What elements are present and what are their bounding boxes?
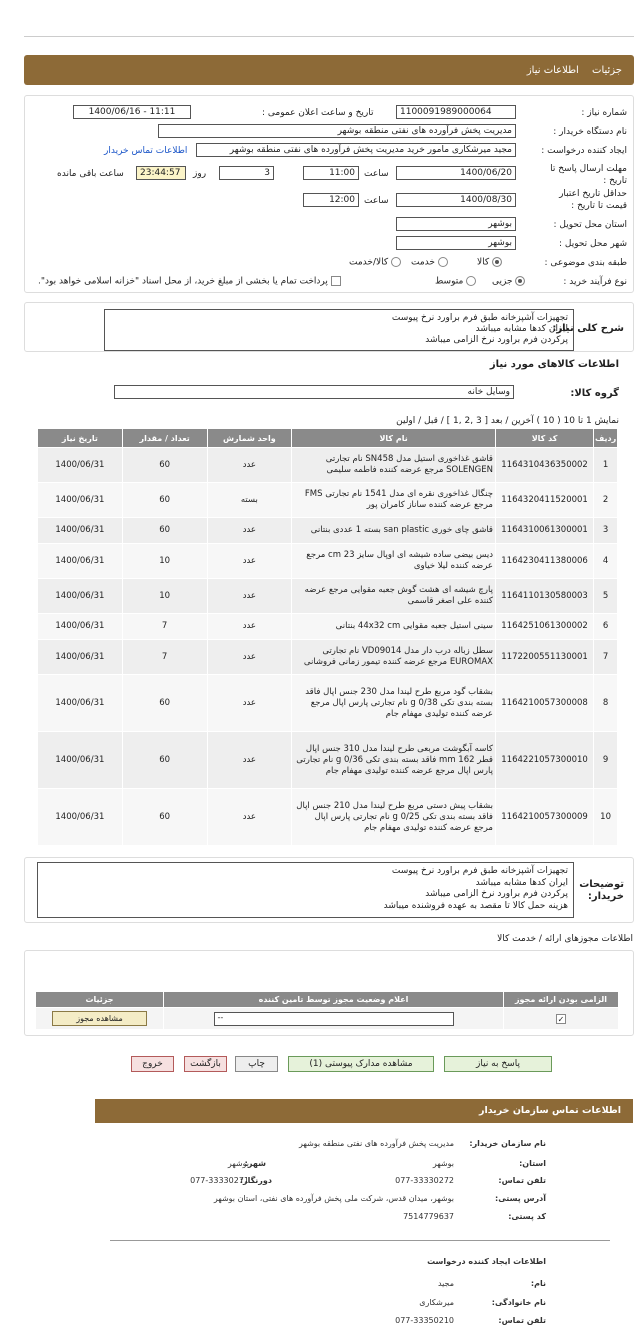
cell-row-no: 8 [594,675,618,732]
contact-divider [110,1240,610,1241]
cell-qty: 60 [122,518,207,544]
category-label: طبقه بندی موضوعی : [544,258,627,268]
category-both-text: کالا/خدمت [349,257,389,268]
creator-name-label: نام: [530,1279,546,1288]
summary-box [104,309,574,351]
radio-both[interactable] [391,257,401,267]
postal-label: کد پستی: [508,1212,546,1221]
col-qty: تعداد / مقدار [122,429,207,448]
days-label: روز [193,169,207,179]
remaining-time-field: 23:44:57 [136,166,186,180]
cell-row-no: 3 [594,518,618,544]
cell-code: 1172200551130001 [495,640,593,675]
back-button[interactable]: بازگشت [184,1056,227,1072]
creator-family-value: میرشکاری [419,1298,454,1307]
validity-date-field: 1400/08/30 [396,193,516,207]
cell-qty: 10 [122,544,207,579]
cell-row-no: 5 [594,579,618,614]
goods-table-header [38,429,618,448]
pagination[interactable]: نمایش 1 تا 10 ( 10 ) آخرین / بعد [ 3 ,2 ,1 ] / قبل / اولین [396,416,619,426]
details-header-bar [24,55,634,85]
permit-col-details: جزئیات [36,992,164,1008]
cell-qty: 7 [122,640,207,675]
creator-field: مجید میرشکاری مامور خرید مدیریت پخش فرآورده های نفتی منطقه بوشهر [196,143,516,157]
buyer-contact-link[interactable]: اطلاعات تماس خریدار [104,146,188,156]
cell-row-no: 6 [594,614,618,640]
tab-details[interactable]: جزئیات [592,65,622,76]
process-medium-text: متوسط [435,276,464,287]
city-field: بوشهر [396,236,516,250]
cell-date: 1400/06/31 [38,579,123,614]
cell-date: 1400/06/31 [38,448,123,483]
cell-unit: عدد [207,448,292,483]
deadline-label: مهلت ارسال پاسخ تا تاریخ : [550,164,627,186]
creator-family-label: نام خانوادگی: [491,1298,546,1307]
phone-label: تلفن تماس: [498,1176,546,1185]
cell-date: 1400/06/31 [38,614,123,640]
table-row [38,732,618,789]
cell-unit: عدد [207,518,292,544]
summary-line: تجهیزات آشپزخانه طبق فرم براورد نرخ پیوست [391,313,568,323]
validity-time-label: ساعت [364,196,389,206]
cell-name: سطل زباله درب دار مدل VD09014 نام تجارتی EUROMAX مرجع عرضه کننده تیمور زمانی فروشانی [292,640,496,675]
creator-info-title: اطلاعات ایجاد کننده درخواست [427,1257,546,1266]
cell-date: 1400/06/31 [38,732,123,789]
buyer-note-line: پرکردن فرم براورد نرخ الزامی میباشد [425,889,568,899]
buyer-note-line: تجهیزات آشپزخانه طبق فرم براورد نرخ پیوست [391,866,568,876]
category-service-option[interactable] [411,257,448,268]
col-row: ردیف [594,429,618,448]
top-divider [24,36,634,37]
cell-unit: عدد [207,789,292,846]
cell-date: 1400/06/31 [38,640,123,675]
validity-label: حداقل تاریخ اعتبار قیمت تا تاریخ : [559,189,627,211]
cell-name: چنگال غذاخوری نقره ای مدل 1541 نام تجارتی FMS مرجع عرضه کننده ساناز کامران پور [292,483,496,518]
need-no-label: شماره نیاز : [581,108,627,118]
city-contact-value: بوشهر [227,1159,249,1168]
cell-code: 1164110130580003 [495,579,593,614]
category-goods-text: کالا [477,257,490,268]
print-button[interactable]: چاپ [235,1056,278,1072]
creator-name-value: مجید [437,1279,454,1288]
creator-phone-label: تلفن تماس: [498,1316,546,1325]
cell-date: 1400/06/31 [38,675,123,732]
radio-service[interactable] [438,257,448,267]
cell-row-no: 10 [594,789,618,846]
payment-checkbox[interactable] [331,276,341,286]
cell-row-no: 1 [594,448,618,483]
cell-code: 1164310061300001 [495,518,593,544]
creator-phone-value: 077-33350210 [395,1316,454,1325]
announce-field: 1400/06/16 - 11:11 [73,105,191,119]
summary-line: ایران کدها مشابه میباشد [475,324,568,334]
process-label: نوع فرآیند خرید : [563,277,627,287]
cell-code: 1164310436350002 [495,448,593,483]
goods-group-field: وسایل خانه [114,385,514,399]
cell-name: پارچ شیشه ای هشت گوش جعبه مقوایی مرجع عرضه کننده علی اصغر قاسمی [292,579,496,614]
cell-name: کاسه آبگوشت مربعی طرح لیندا مدل 310 جنس اپال قطر mm 162 فاقد بسته بندی تکی g 0/36 نام تجارتی پارس اپال مرجع عرضه کننده تولیدی مهفام جام [292,732,496,789]
buyer-field: مدیریت پخش فرآورده های نفتی منطقه بوشهر [158,124,516,138]
phone-value: 077-33330272 [395,1176,454,1185]
cell-name: دیس بیضی ساده شیشه ای اوپال سایز 23 cm مرجع عرضه کننده لیلا خیاوی [292,544,496,579]
deadline-time-field: 11:00 [303,166,359,180]
permit-col-status: اعلام وضعیت مجوز توسط تامین کننده [164,992,504,1008]
col-date: تاریخ نیاز [38,429,123,448]
contact-header-bar: اطلاعات تماس سازمان خریدار [95,1099,633,1123]
goods-group-label: گروه کالا: [570,388,619,399]
goods-table [37,428,618,846]
cell-qty: 7 [122,614,207,640]
category-goods-option[interactable] [477,257,502,268]
cell-name: سینی استیل جعبه مقوایی 44x32 cm بنتانی [292,614,496,640]
province-contact-value: بوشهر [432,1159,454,1168]
reply-button[interactable]: پاسخ به نیاز [444,1056,552,1072]
cell-code: 1164251061300002 [495,614,593,640]
fax-label: دورنگار: [239,1176,272,1185]
org-label: نام سازمان خریدار: [469,1139,546,1148]
permits-table [35,991,619,1030]
cell-code: 1164320411520001 [495,483,593,518]
cell-code: 1164210057300008 [495,675,593,732]
exit-button[interactable]: خروج [131,1056,174,1072]
process-partial-option[interactable] [492,276,525,287]
cell-unit: بسته [207,483,292,518]
process-medium-option[interactable] [435,276,476,287]
creator-label: ایجاد کننده درخواست : [541,146,627,156]
process-partial-text: جزیی [492,276,513,287]
province-contact-label: استان: [519,1159,546,1168]
permit-status-cell [164,1008,504,1030]
cell-name: قاشق چای خوری san plastic بسته 1 عددی بنتانی [292,518,496,544]
payment-note-text: پرداخت تمام یا بخشی از مبلغ خرید، از محل اسناد "خزانه اسلامی خواهد بود". [38,276,328,287]
org-value: مدیریت پخش فرآورده های نفتی منطقه بوشهر [298,1139,454,1148]
announce-label: تاریخ و ساعت اعلان عمومی : [262,108,374,118]
permit-required-checkbox: ✓ [557,1014,565,1024]
cell-name: قاشق غذاخوری استیل مدل SN458 نام تجارتی SOLENGEN مرجع عرضه کننده فاطمه سلیمی [292,448,496,483]
deadline-time-label: ساعت [364,169,389,179]
cell-qty: 60 [122,732,207,789]
category-both-option[interactable] [349,257,401,268]
cell-unit: عدد [207,732,292,789]
cell-code: 1164210057300009 [495,789,593,846]
summary-label: شرح کلی نیاز: [552,323,624,334]
need-no-field: 1100091989000064 [396,105,516,119]
postal-value: 7514779637 [403,1212,454,1221]
table-row [38,448,618,483]
cell-name: بشقاب گود مربع طرح لیندا مدل 230 جنس اپال فاقد بسته بندی تکی g 0/38 نام تجارتی پارس اپال مرجع عرضه کننده تولیدی مهفام جام [292,675,496,732]
cell-date: 1400/06/31 [38,789,123,846]
table-row [38,518,618,544]
remaining-label: ساعت باقی مانده [57,169,124,179]
table-row [38,544,618,579]
cell-row-no: 7 [594,640,618,675]
table-row [38,579,618,614]
view-attachments-button[interactable]: مشاهده مدارک پیوستی (1) [288,1056,434,1072]
city-contact-label: شهر: [244,1159,266,1168]
permit-details-cell [36,1008,164,1030]
view-permit-button[interactable]: مشاهده مجوز [52,1011,147,1026]
col-code: کد کالا [495,429,593,448]
buyer-notes-label: توضیحات خریدار: [579,879,624,902]
cell-qty: 60 [122,448,207,483]
cell-code: 1164230411380006 [495,544,593,579]
table-row [38,640,618,675]
cell-unit: عدد [207,640,292,675]
radio-goods[interactable] [492,257,502,267]
buyer-note-line: هزینه حمل کالا تا مقصد به عهده فروشنده میباشد [383,900,568,911]
summary-line: پرکردن فرم براورد نرخ الزامی میباشد [425,335,568,345]
table-row [38,675,618,732]
cell-qty: 60 [122,675,207,732]
cell-name: بشقاب پیش دستی مربع طرح لیندا مدل 210 جنس اپال فاقد بسته بندی تکی g 0/25 نام تجارتی پارس اپال مرجع عرضه کننده تولیدی مهفام جام [292,789,496,846]
tab-need-info[interactable]: اطلاعات نیاز [526,65,579,76]
cell-code: 1164221057300010 [495,732,593,789]
cell-date: 1400/06/31 [38,483,123,518]
days-field: 3 [219,166,274,180]
permits-title: اطلاعات مجوزهای ارائه / خدمت کالا [497,934,633,944]
permit-required-cell [504,1008,619,1030]
table-row [38,614,618,640]
col-name: نام کالا [292,429,496,448]
table-row [38,483,618,518]
province-field: بوشهر [396,217,516,231]
radio-partial[interactable] [515,276,525,286]
cell-date: 1400/06/31 [38,544,123,579]
validity-time-field: 12:00 [303,193,359,207]
permit-status-field: -- [214,1012,454,1026]
table-row [38,789,618,846]
cell-unit: عدد [207,544,292,579]
cell-unit: عدد [207,614,292,640]
cell-qty: 60 [122,789,207,846]
cell-date: 1400/06/31 [38,518,123,544]
payment-option[interactable] [38,276,341,287]
cell-qty: 60 [122,483,207,518]
cell-row-no: 2 [594,483,618,518]
fax-value: 077-33330271 [190,1176,249,1185]
cell-unit: عدد [207,675,292,732]
category-service-text: خدمت [411,257,435,268]
buyer-label: نام دستگاه خریدار : [553,127,627,137]
cell-unit: عدد [207,579,292,614]
cell-row-no: 4 [594,544,618,579]
address-label: آدرس پستی: [495,1194,546,1203]
deadline-date-field: 1400/06/20 [396,166,516,180]
province-label: استان محل تحویل : [553,220,627,230]
address-value: بوشهر، میدان قدس، شرکت ملی پخش فرآورده های نفتی، استان بوشهر [213,1194,454,1203]
col-unit: واحد شمارش [207,429,292,448]
cell-qty: 10 [122,579,207,614]
cell-row-no: 9 [594,732,618,789]
radio-medium[interactable] [466,276,476,286]
permit-col-required: الزامی بودن ارائه مجوز [504,992,619,1008]
buyer-notes-box [37,862,574,918]
city-label: شهر محل تحویل : [558,239,627,249]
goods-title: اطلاعات کالاهای مورد نیاز [489,359,619,370]
buyer-note-line: ایران کدها مشابه میباشد [475,877,568,888]
